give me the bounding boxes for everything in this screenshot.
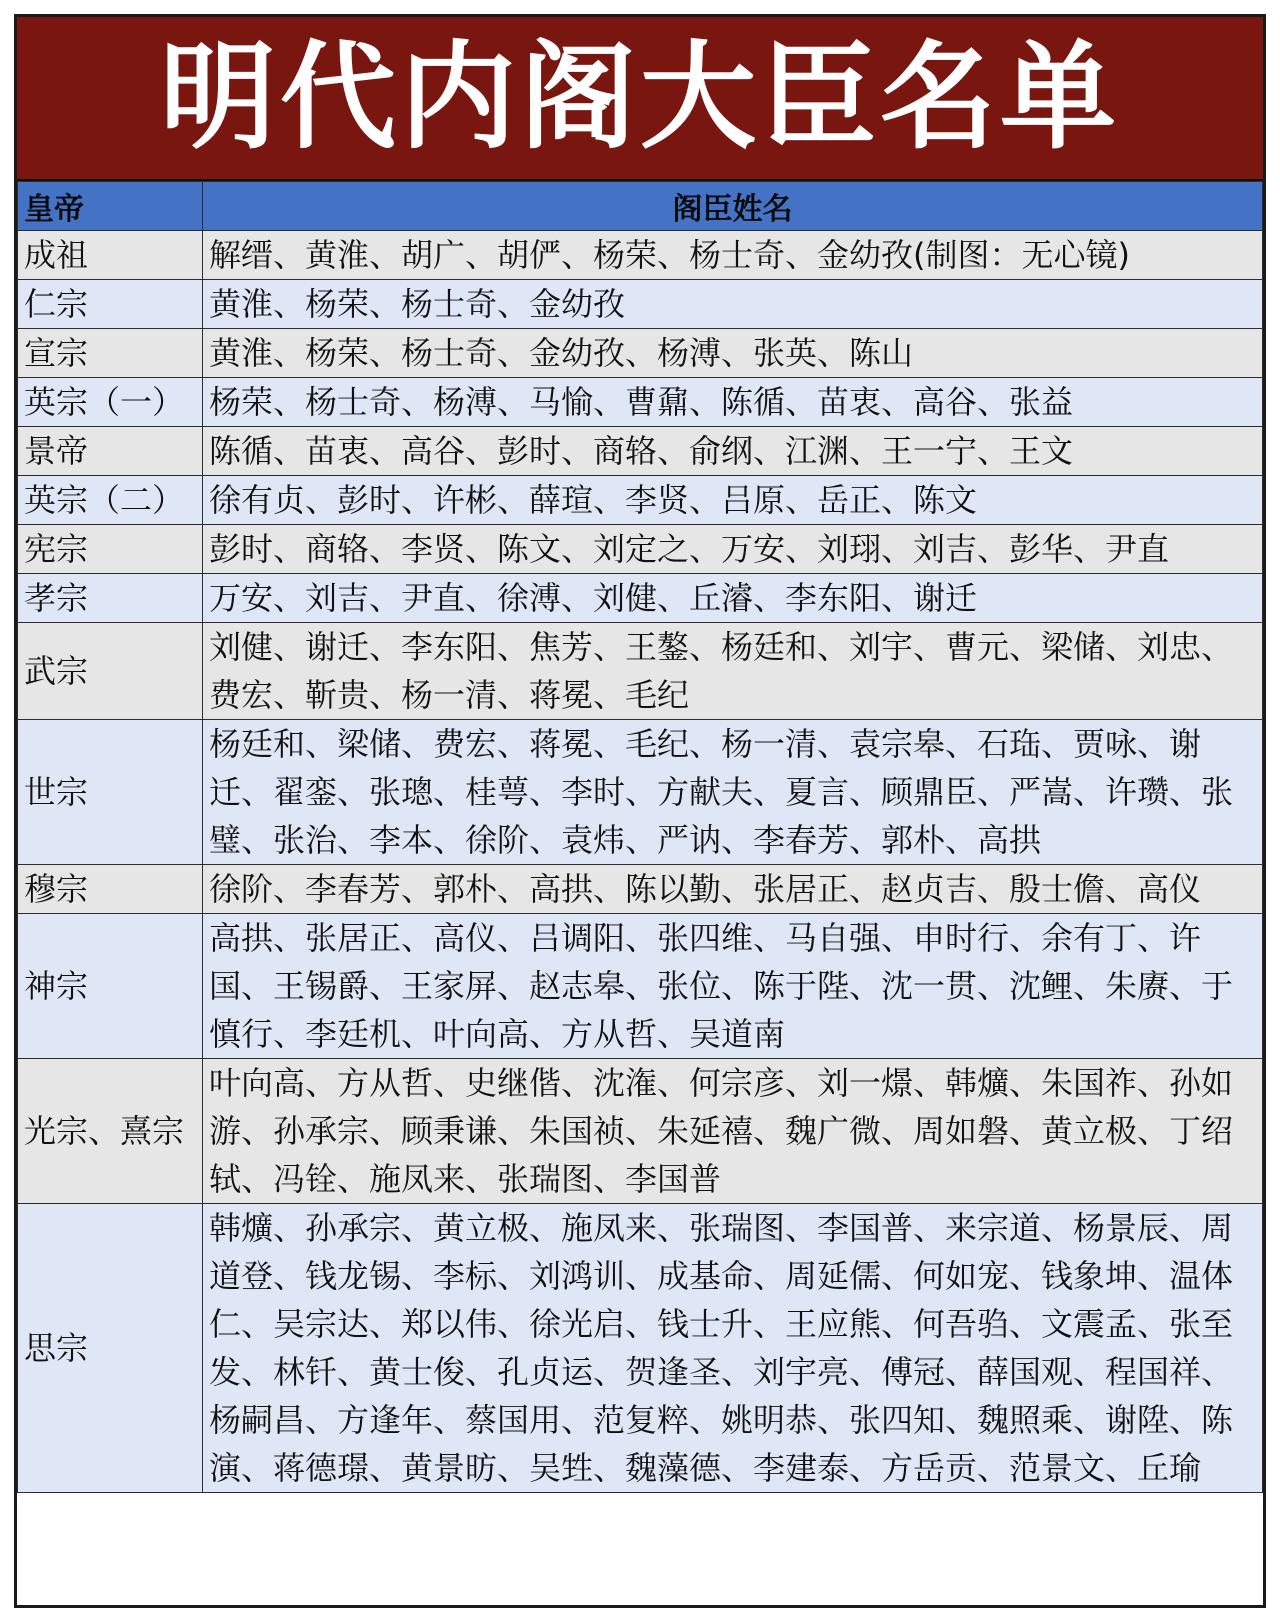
- emperor-cell: 宪宗: [18, 525, 203, 574]
- table-row: [18, 865, 1263, 914]
- header-ministers: 阁臣姓名: [203, 182, 1263, 231]
- emperor-cell: 武宗: [18, 623, 203, 720]
- minister-table: [17, 181, 1263, 1493]
- emperor-cell: 穆宗: [18, 865, 203, 914]
- title-banner: [17, 17, 1263, 181]
- emperor-cell: 孝宗: [18, 574, 203, 623]
- ministers-cell: 彭时、商辂、李贤、陈文、刘定之、万安、刘珝、刘吉、彭华、尹直: [203, 525, 1263, 574]
- emperor-cell: 宣宗: [18, 329, 203, 378]
- emperor-cell: 思宗: [18, 1204, 203, 1493]
- table-row: [18, 720, 1263, 865]
- ministers-cell: 韩爌、孙承宗、黄立极、施凤来、张瑞图、李国普、来宗道、杨景辰、周道登、钱龙锡、李标、刘鸿训、成基命、周延儒、何如宠、钱象坤、温体仁、吴宗达、郑以伟、徐光启、钱士升、王应熊、何吾驺、文震孟、张至发、林钎、黄士俊、孔贞运、贺逢圣、刘宇亮、傅冠、薛国观、程国祥、杨嗣昌、方逢年、蔡国用、范复粹、姚明恭、张四知、魏照乘、谢陞、陈演、蒋德璟、黄景昉、吴甡、魏藻德、李建泰、方岳贡、范景文、丘瑜: [203, 1204, 1263, 1493]
- table-row: [18, 329, 1263, 378]
- table-row: [18, 280, 1263, 329]
- emperor-cell: 仁宗: [18, 280, 203, 329]
- ministers-cell: 杨荣、杨士奇、杨溥、马愉、曹鼐、陈循、苗衷、高谷、张益: [203, 378, 1263, 427]
- ministers-cell: 杨廷和、梁储、费宏、蒋冕、毛纪、杨一清、袁宗皋、石珤、贾咏、谢迁、翟銮、张璁、桂萼、李时、方献夫、夏言、顾鼎臣、严嵩、许瓒、张璧、张治、李本、徐阶、袁炜、严讷、李春芳、郭朴、高拱: [203, 720, 1263, 865]
- ministers-cell: 陈循、苗衷、高谷、彭时、商辂、俞纲、江渊、王一宁、王文: [203, 427, 1263, 476]
- ministers-cell: 徐阶、李春芳、郭朴、高拱、陈以勤、张居正、赵贞吉、殷士儋、高仪: [203, 865, 1263, 914]
- emperor-cell: 世宗: [18, 720, 203, 865]
- ministers-cell: 叶向高、方从哲、史继偕、沈潅、何宗彦、刘一燝、韩爌、朱国祚、孙如游、孙承宗、顾秉谦、朱国祯、朱延禧、魏广微、周如磐、黄立极、丁绍轼、冯铨、施凤来、张瑞图、李国普: [203, 1059, 1263, 1204]
- table-row: [18, 623, 1263, 720]
- emperor-cell: 景帝: [18, 427, 203, 476]
- table-row: [18, 476, 1263, 525]
- ministers-cell: 徐有贞、彭时、许彬、薛瑄、李贤、吕原、岳正、陈文: [203, 476, 1263, 525]
- ministers-cell: 万安、刘吉、尹直、徐溥、刘健、丘濬、李东阳、谢迁: [203, 574, 1263, 623]
- ministers-cell: 黄淮、杨荣、杨士奇、金幼孜: [203, 280, 1263, 329]
- table-row: [18, 231, 1263, 280]
- table-header-row: [18, 182, 1263, 231]
- emperor-cell: 神宗: [18, 914, 203, 1059]
- table-row: [18, 574, 1263, 623]
- ministers-cell: 黄淮、杨荣、杨士奇、金幼孜、杨溥、张英、陈山: [203, 329, 1263, 378]
- emperor-cell: 英宗（二）: [18, 476, 203, 525]
- minister-list-sheet: [14, 14, 1266, 1608]
- table-row: [18, 1059, 1263, 1204]
- ministers-cell: 刘健、谢迁、李东阳、焦芳、王鏊、杨廷和、刘宇、曹元、梁储、刘忠、费宏、靳贵、杨一清、蒋冕、毛纪: [203, 623, 1263, 720]
- table-row: [18, 427, 1263, 476]
- table-row: [18, 1204, 1263, 1493]
- table-row: [18, 914, 1263, 1059]
- emperor-cell: 英宗（一）: [18, 378, 203, 427]
- emperor-cell: 光宗、熹宗: [18, 1059, 203, 1204]
- header-emperor: 皇帝: [18, 182, 203, 231]
- ministers-cell: 解缙、黄淮、胡广、胡俨、杨荣、杨士奇、金幼孜(制图：无心镜): [203, 231, 1263, 280]
- emperor-cell: 成祖: [18, 231, 203, 280]
- table-row: [18, 378, 1263, 427]
- table-row: [18, 525, 1263, 574]
- page-title: 明代内阁大臣名单: [160, 30, 1120, 165]
- ministers-cell: 高拱、张居正、高仪、吕调阳、张四维、马自强、申时行、余有丁、许国、王锡爵、王家屏、赵志皋、张位、陈于陛、沈一贯、沈鲤、朱赓、于慎行、李廷机、叶向高、方从哲、吴道南: [203, 914, 1263, 1059]
